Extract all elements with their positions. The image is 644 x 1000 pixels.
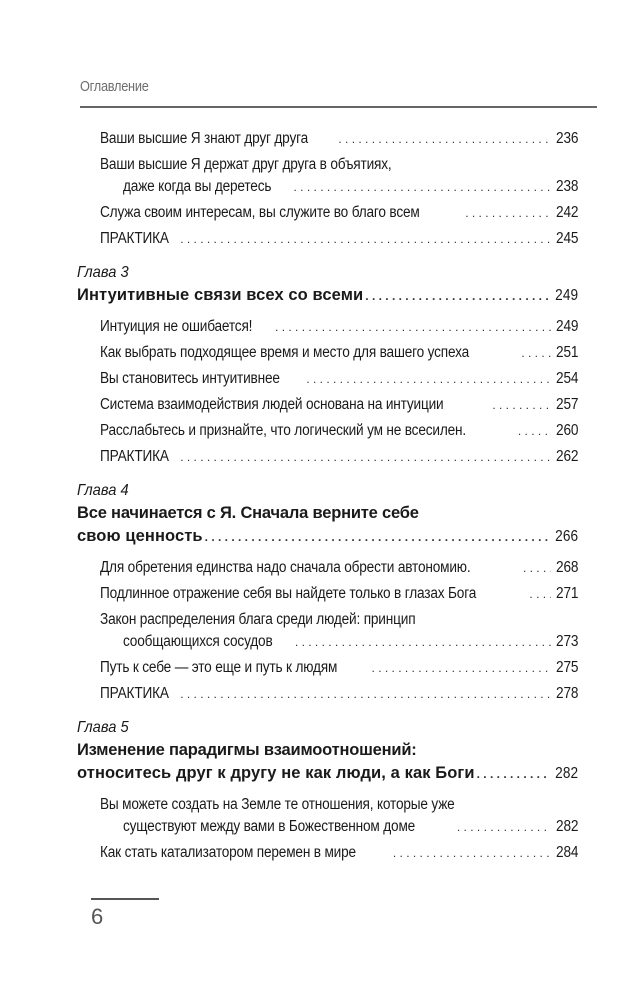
toc-entry[interactable] xyxy=(77,794,578,838)
toc-entry-text: Для обретения единства надо сначала обрести автономию. xyxy=(100,559,471,576)
dot-leader xyxy=(521,342,550,364)
toc-entry[interactable] xyxy=(77,202,578,224)
toc-entry-text: Как стать катализатором перемен в мире xyxy=(100,844,356,861)
chapter-label: Глава 4 xyxy=(77,482,129,499)
dot-leader xyxy=(338,128,550,150)
dot-leader xyxy=(295,631,551,653)
toc-chapter-title[interactable] xyxy=(77,502,578,549)
toc-page-number: 254 xyxy=(555,370,578,387)
dot-leader xyxy=(205,526,550,549)
toc-entry[interactable] xyxy=(77,316,578,338)
toc-entry-text: ПРАКТИКА xyxy=(100,448,169,465)
toc-entry[interactable] xyxy=(77,228,578,250)
toc-entry[interactable] xyxy=(77,368,578,390)
toc-entry-text: Ваши высшие Я знают друг друга xyxy=(100,130,308,147)
dot-leader xyxy=(529,583,550,605)
footer-rule xyxy=(91,898,159,900)
toc-entry[interactable] xyxy=(77,583,578,605)
toc-entry-text: Путь к себе — это еще и путь к людям xyxy=(100,659,338,676)
toc-entry[interactable] xyxy=(77,154,578,198)
page-number: 6 xyxy=(91,904,104,929)
toc-entry-text: Вы можете создать на Земле те отношения, которые уже xyxy=(100,796,455,813)
toc-page-number: 260 xyxy=(555,422,578,439)
toc-entry[interactable] xyxy=(77,557,578,579)
toc-entry-text: Система взаимодействия людей основана на интуиции xyxy=(100,396,444,413)
toc-page-number: 268 xyxy=(555,559,578,576)
toc-page-number: 282 xyxy=(555,818,578,835)
toc-entry[interactable] xyxy=(77,420,578,442)
toc-entry[interactable] xyxy=(77,609,578,653)
toc-page-number: 275 xyxy=(555,659,578,676)
toc-entry-text: Как выбрать подходящее время и место для вашего успеха xyxy=(100,344,470,361)
toc-page-number: 278 xyxy=(555,685,578,702)
toc-entry-text: Интуитивные связи всех со всеми xyxy=(77,286,364,304)
toc-page-number: 262 xyxy=(555,448,578,465)
dot-leader xyxy=(365,285,550,308)
toc-page-number: 273 xyxy=(555,633,578,650)
toc-entry-text: Подлинное отражение себя вы найдете только в глазах Бога xyxy=(100,585,477,602)
toc-page-number: 249 xyxy=(554,287,578,304)
chapter-label: Глава 5 xyxy=(77,719,129,736)
toc-entry-text: Ваши высшие Я держат друг друга в объятиях, xyxy=(100,156,392,173)
toc-entry[interactable] xyxy=(77,342,578,364)
toc-page-number: 242 xyxy=(555,204,578,221)
toc-entry-text: Служа своим интересам, вы служите во благо всем xyxy=(100,204,420,221)
toc-entry-text: Интуиция не ошибается! xyxy=(100,318,253,335)
chapter-label: Глава 3 xyxy=(77,264,129,281)
toc-entry-text: Изменение парадигмы взаимоотношений: xyxy=(77,741,417,759)
toc-chapter-title[interactable] xyxy=(77,739,578,786)
toc-entry[interactable] xyxy=(77,394,578,416)
toc-page-number: 238 xyxy=(555,178,578,195)
dot-leader xyxy=(180,683,551,705)
toc-entry-text: сообщающихся сосудов xyxy=(123,633,273,650)
running-head: Оглавление xyxy=(80,78,149,95)
dot-leader xyxy=(306,368,550,390)
toc-entry-text: Закон распределения блага среди людей: принцип xyxy=(100,611,416,628)
dot-leader xyxy=(518,420,551,442)
dot-leader xyxy=(492,394,550,416)
toc-page-number: 271 xyxy=(555,585,578,602)
dot-leader xyxy=(180,446,551,468)
toc-entry[interactable] xyxy=(77,683,578,705)
toc-entry-text: Расслабьтесь и признайте, что логический ум не всесилен. xyxy=(100,422,466,439)
toc-page-number: 257 xyxy=(555,396,578,413)
toc-page-number: 245 xyxy=(555,230,578,247)
toc-chapter-title[interactable] xyxy=(77,284,578,308)
toc-entry[interactable] xyxy=(77,446,578,468)
toc-entry[interactable] xyxy=(77,128,578,150)
toc-entry-text: свою ценность xyxy=(77,527,203,545)
toc-page-number: 249 xyxy=(555,318,578,335)
toc-entry[interactable] xyxy=(77,657,578,679)
dot-leader xyxy=(180,228,551,250)
dot-leader xyxy=(477,763,550,786)
header-rule xyxy=(80,106,597,108)
dot-leader xyxy=(523,557,551,579)
toc-page-number: 236 xyxy=(555,130,578,147)
dot-leader xyxy=(393,842,551,864)
toc-entry-text: ПРАКТИКА xyxy=(100,685,169,702)
table-of-contents xyxy=(77,128,578,868)
dot-leader xyxy=(294,176,551,198)
toc-page-number: 284 xyxy=(555,844,578,861)
toc-entry-text: существуют между вами в Божественном доме xyxy=(123,818,416,835)
dot-leader xyxy=(465,202,551,224)
toc-page-number: 266 xyxy=(554,528,578,545)
toc-entry-text: даже когда вы деретесь xyxy=(123,178,272,195)
toc-page-number: 282 xyxy=(554,765,578,782)
toc-entry[interactable] xyxy=(77,842,578,864)
toc-page-number: 251 xyxy=(555,344,578,361)
toc-entry-text: ПРАКТИКА xyxy=(100,230,169,247)
dot-leader xyxy=(457,816,551,838)
dot-leader xyxy=(372,657,551,679)
toc-entry-text: Вы становитесь интуитивнее xyxy=(100,370,280,387)
toc-entry-text: Все начинается с Я. Сначала верните себе xyxy=(77,504,419,522)
dot-leader xyxy=(275,316,551,338)
toc-entry-text: относитесь друг к другу не как люди, а как Боги xyxy=(77,764,475,782)
